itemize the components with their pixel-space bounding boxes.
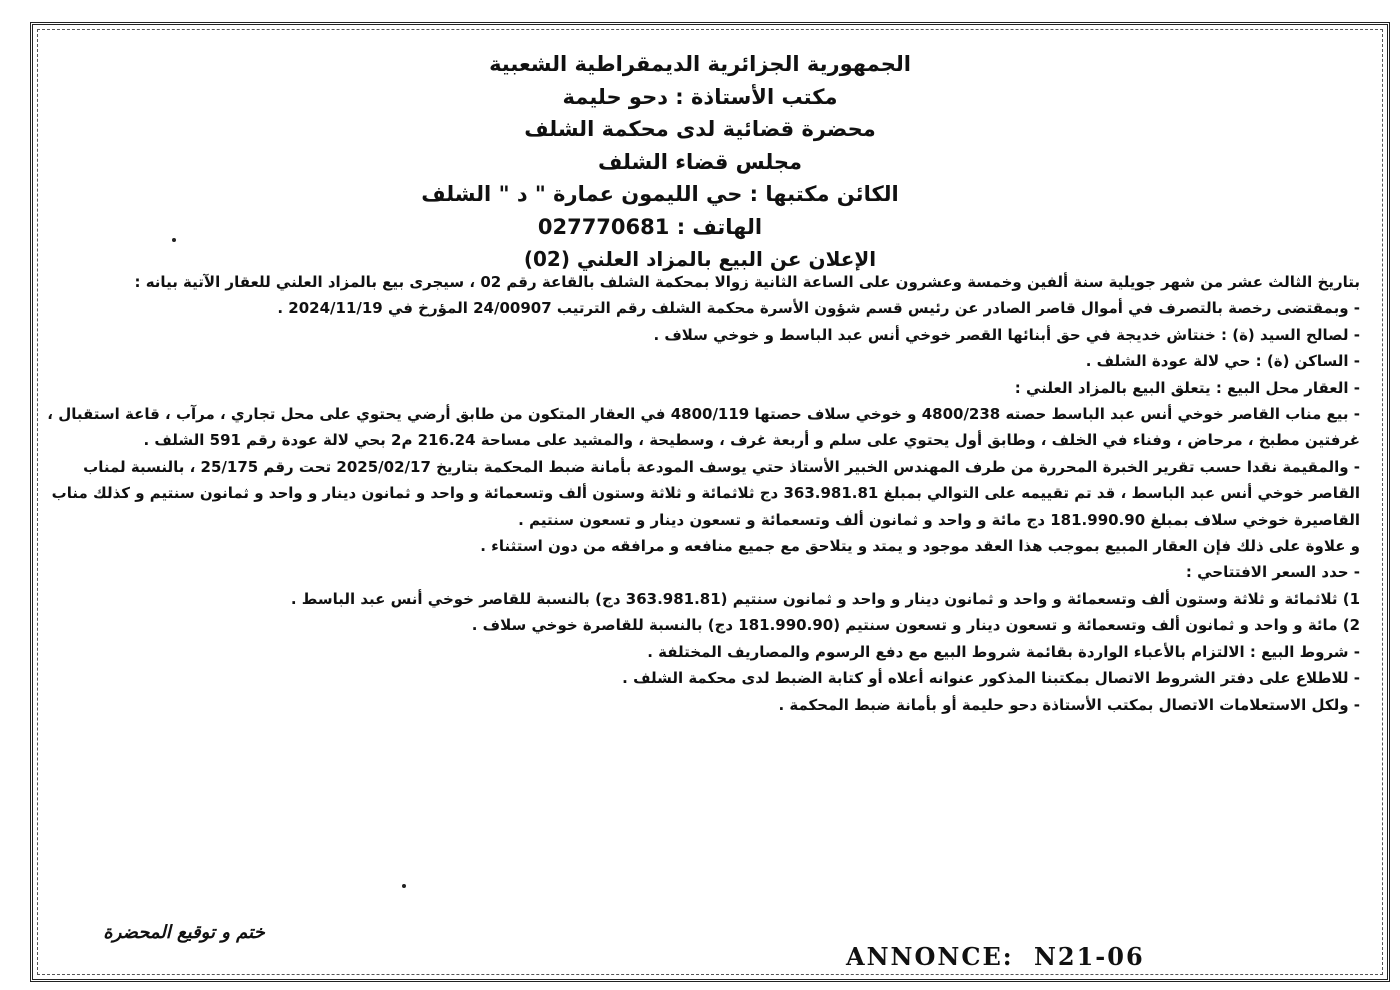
inquiries-info: - ولكل الاستعلامات الاتصال بمكتب الأستاذة دحو حليمة أو بأمانة ضبط المحكمة .	[778, 695, 1360, 714]
office-address: الكائن مكتبها : حي الليمون عمارة " د " الشلف	[421, 182, 899, 206]
intro-paragraph: بتاريخ الثالث عشر من شهر جويلية سنة ألفين وخمسة وعشرون على الساعة الثانية زوالا بمحكمة الشلف بالقاعة رقم 02 ، سيجرى بيع بالمزاد العلني للعقار الآتية بيانه :	[134, 273, 1360, 291]
annonce-reference	[846, 942, 1145, 971]
announcement-body	[44, 269, 1360, 718]
annonce-number: N21-06	[1033, 942, 1145, 971]
opening-price-item-2: 2) مائة و واحد و ثمانون ألف وتسعمائة و تسعون دينار و تسعون سنتيم (181.990.90 دج) بالنسبة للقاصرة خوخي سلاف .	[471, 616, 1360, 635]
opening-price-item-1: 1) ثلاثمائة و ثلاثة وستون ألف وتسعمائة و واحد و ثمانون دينار و واحد و ثمانون سنتيم (363.981.81 دج) بالنسبة للقاصر خوخي أنس عبد الباسط .	[290, 589, 1360, 608]
specifications-info: - للاطلاع على دفتر الشروط الاتصال بمكتبنا المذكور عنوانه أعلاه أو كتابة الضبط لدى محكمة الشلف .	[622, 669, 1360, 688]
scan-speck	[402, 884, 406, 888]
property-heading: - العقار محل البيع : يتعلق البيع بالمزاد العلني :	[1014, 378, 1360, 397]
annonce-label: ANNONCE:	[846, 942, 1014, 971]
valuation-paragraph: - والمقيمة نقدا حسب تقرير الخبرة المحررة من طرف المهندس الخبير الأستاذ حتي يوسف المودعة بأمانة ضبط المحكمة بتاريخ 2025/02/17 تحت رقم 25/175 ، بالنسبة لمناب القاصر خوخي أنس عبد الباسط ، قد تم تقييمه على التوالي بمبلغ 363.981.81 دج ثلاثمائة و ثلاثة وستون ألف وتسعمائة و واحد و ثمانون دينار و واحد و ثمانون سنتيم و كذلك مناب القاصيرة خوخي سلاف بمبلغ 181.990.90 دج مائة و واحد و ثمانون ألف وتسعمائة و تسعون دينار و تسعون سنتيم .	[51, 457, 1360, 529]
scan-speck	[172, 238, 176, 242]
phone-number: 027770681	[537, 214, 670, 239]
stamp-signature-label: ختم و توقيع المحضرة	[103, 922, 265, 943]
property-description: - بيع مناب القاصر خوخي أنس عبد الباسط حصته 4800/238 و خوخي سلاف حصتها 4800/119 في العقار المتكون من طابق أرضي يحتوي على محل تجاري ، مرآب ، قاعة استقبال ، غرفتين مطبخ ، مرحاض ، وفناء في الخلف ، وطابق أول يحتوي على سلم و أربعة غرف ، وسطيحة ، والمشيد على مساحة 216.24 م2 بحي لالة عودة رقم 591 الشلف .	[47, 405, 1360, 450]
sale-conditions: - شروط البيع : الالتزام بالأعباء الواردة بقائمة شروط البيع مع دفع الرسوم والمصاريف المختلفة .	[647, 642, 1360, 661]
phone-label: الهاتف :	[676, 214, 763, 239]
beneficiary-paragraph: - لصالح السيد (ة) : خنتاش خديجة في حق أبنائها القصر خوخي أنس عبد الباسط و خوخي سلاف .	[653, 325, 1360, 344]
scope-paragraph: و علاوة على ذلك فإن العقار المبيع بموجب هذا العقد موجود و يمتد و يتلاحق مع جميع منافعه و مرافقه من دون استثناء .	[480, 537, 1360, 556]
phone-line	[0, 211, 1300, 244]
opening-price-heading: - حدد السعر الافتتاحي :	[1185, 563, 1360, 582]
license-paragraph: - وبمقتضى رخصة بالتصرف في أموال قاصر الصادر عن رئيس قسم شؤون الأسرة محكمة الشلف رقم الترتيب 24/00907 المؤرخ في 2024/11/19 .	[277, 299, 1360, 318]
republic-title: الجمهورية الجزائرية الديمقراطية الشعبية	[489, 52, 911, 76]
office-name: مكتب الأستاذة : دحو حليمة	[562, 84, 838, 109]
announcement-title: الإعلان عن البيع بالمزاد العلني (02)	[523, 247, 877, 271]
residence-paragraph: - الساكن (ة) : حي لالة عودة الشلف .	[1085, 352, 1360, 371]
bailiff-title: محضرة قضائية لدى محكمة الشلف	[524, 117, 876, 141]
council-name: مجلس قضاء الشلف	[597, 149, 803, 174]
document-header	[0, 48, 1400, 276]
